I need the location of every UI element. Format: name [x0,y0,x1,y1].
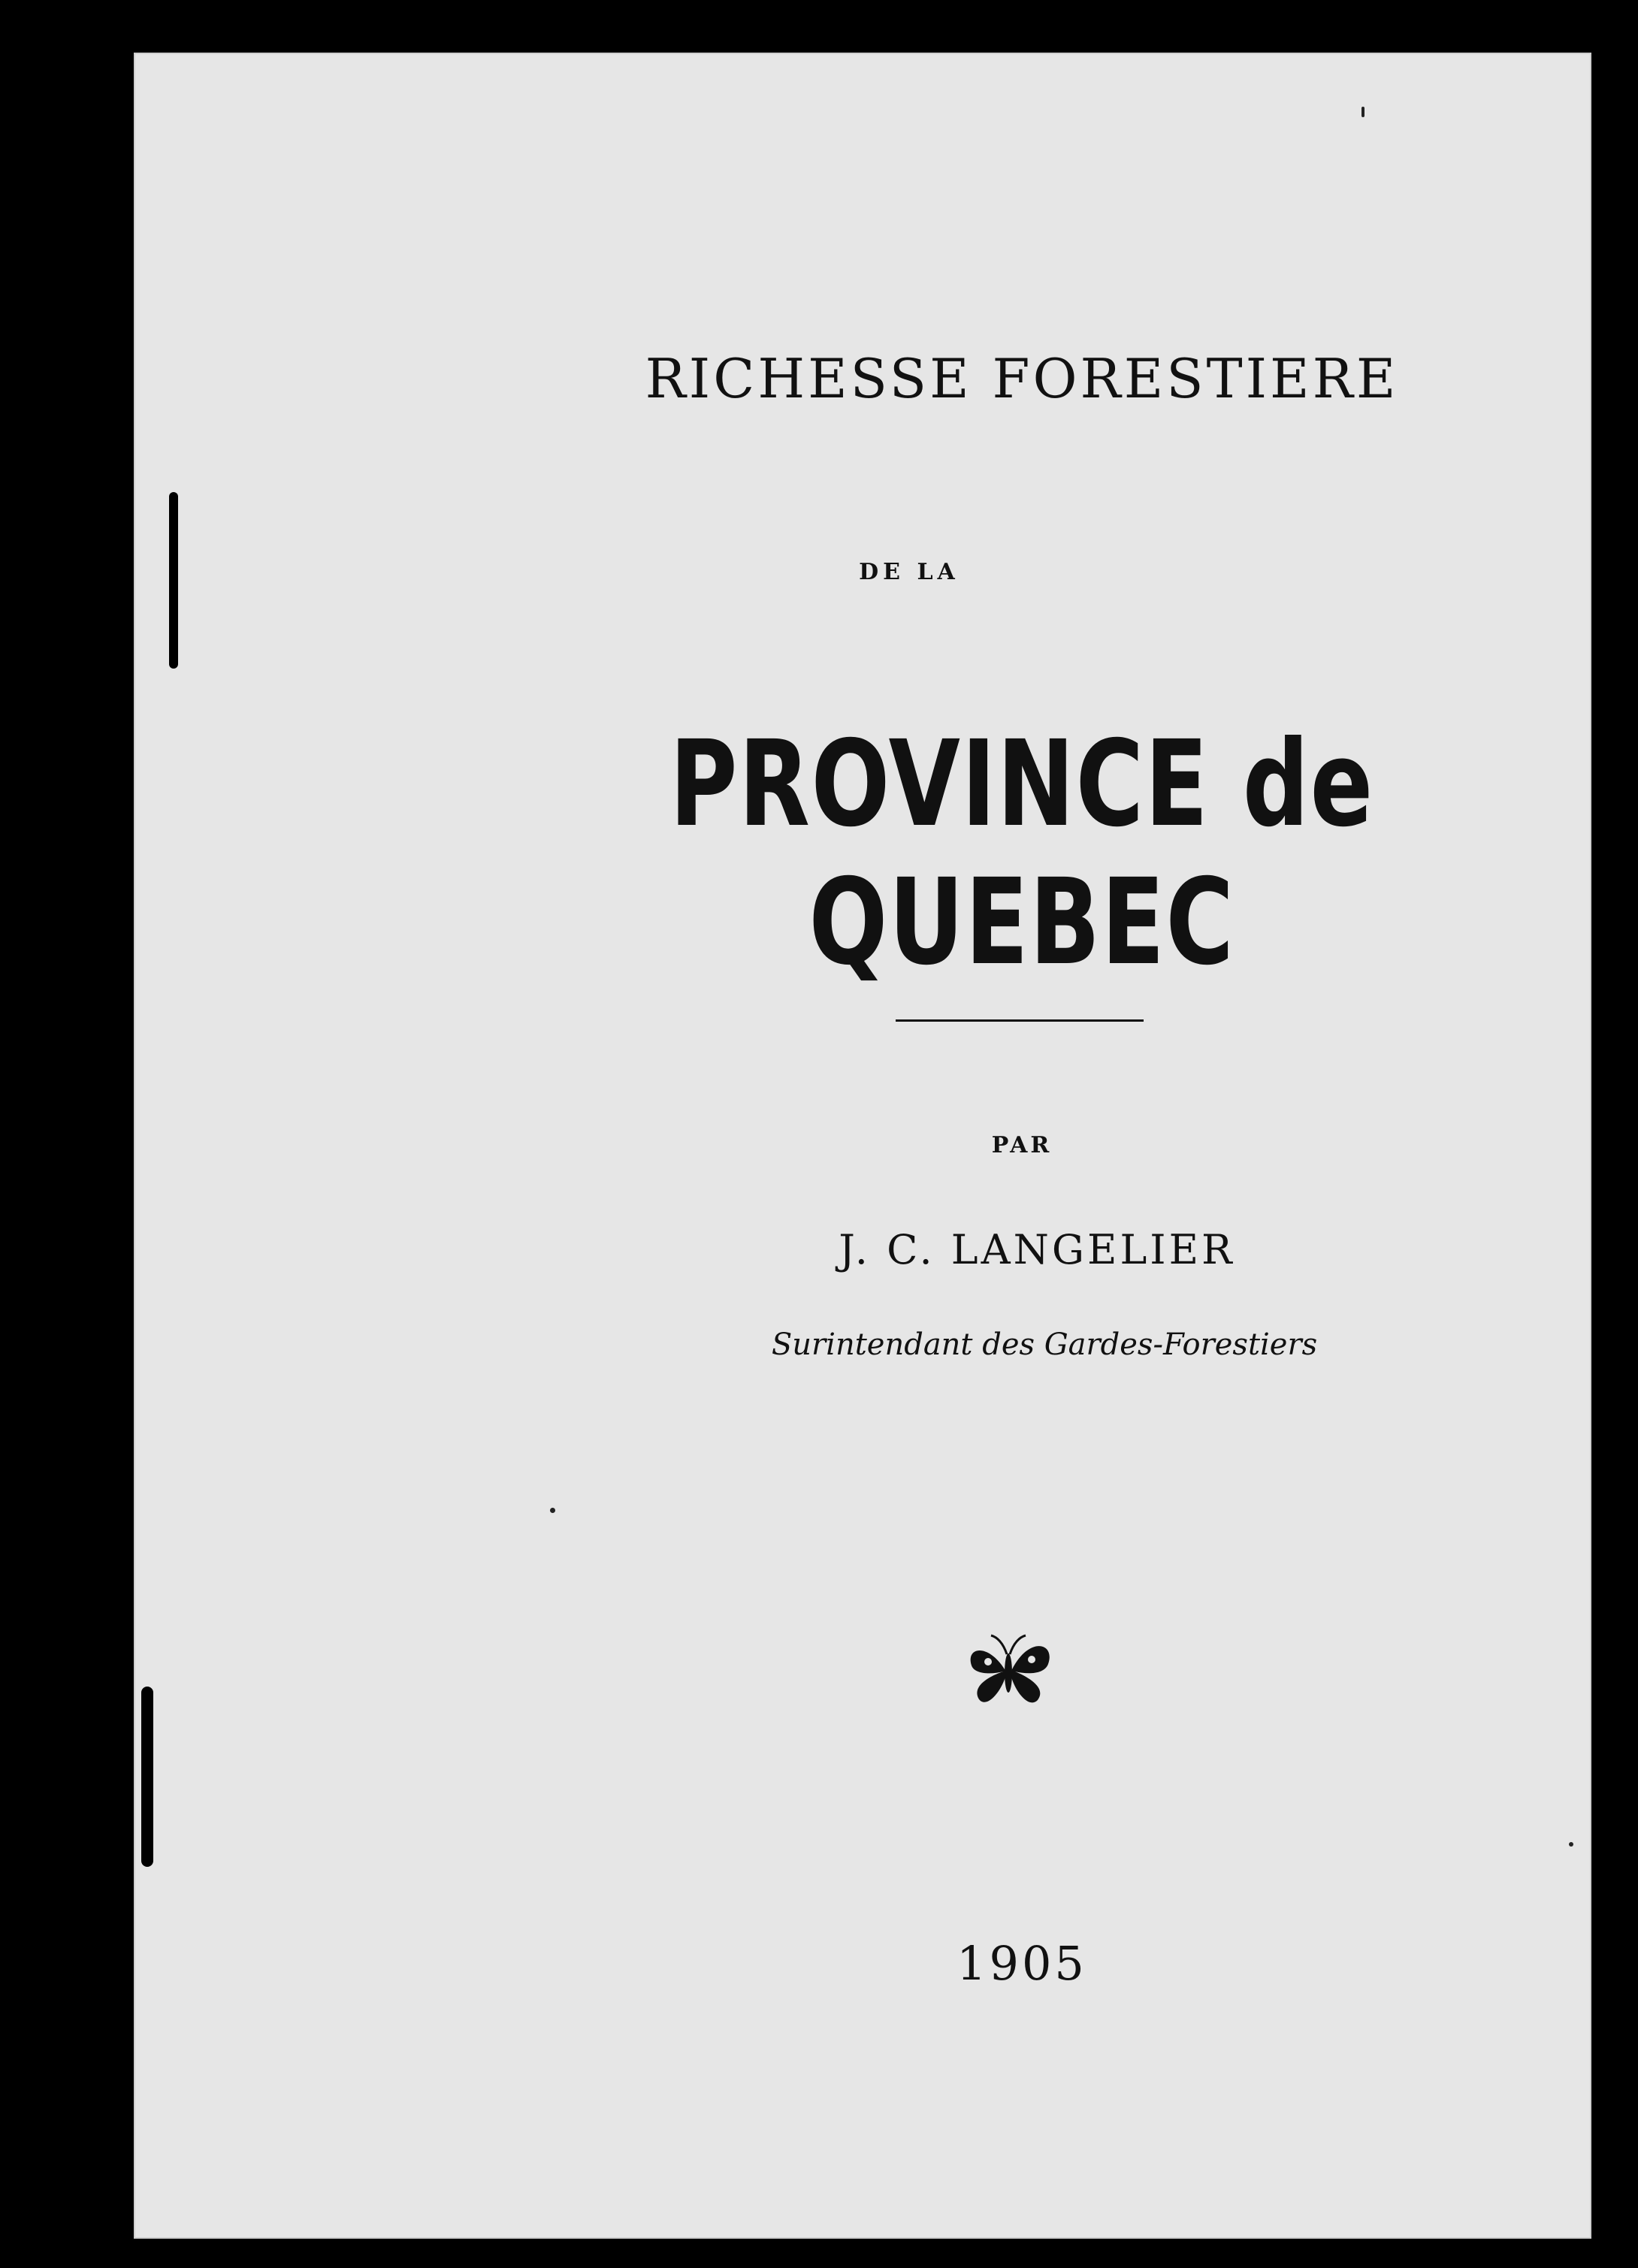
butterfly-icon [958,1628,1059,1711]
title-line-2: DE LA [859,559,960,585]
paper-speck [1361,107,1364,117]
main-title: PROVINCE de QUEBEC [669,715,1374,992]
divider-rule [896,1019,1144,1022]
document-page [134,53,1591,2239]
publication-year: 1905 [957,1936,1087,1991]
author-role: Surintendant des Gardes-Forestiers [771,1327,1318,1362]
by-label: PAR [991,1132,1053,1158]
binding-staple-bottom [141,1687,153,1867]
binding-staple-top [169,492,178,669]
paper-speck [1569,1842,1573,1847]
paper-speck [550,1508,555,1513]
author-name: J. C. LANGELIER [839,1226,1235,1273]
title-line-1: RICHESSE FORESTIERE [645,347,1399,410]
